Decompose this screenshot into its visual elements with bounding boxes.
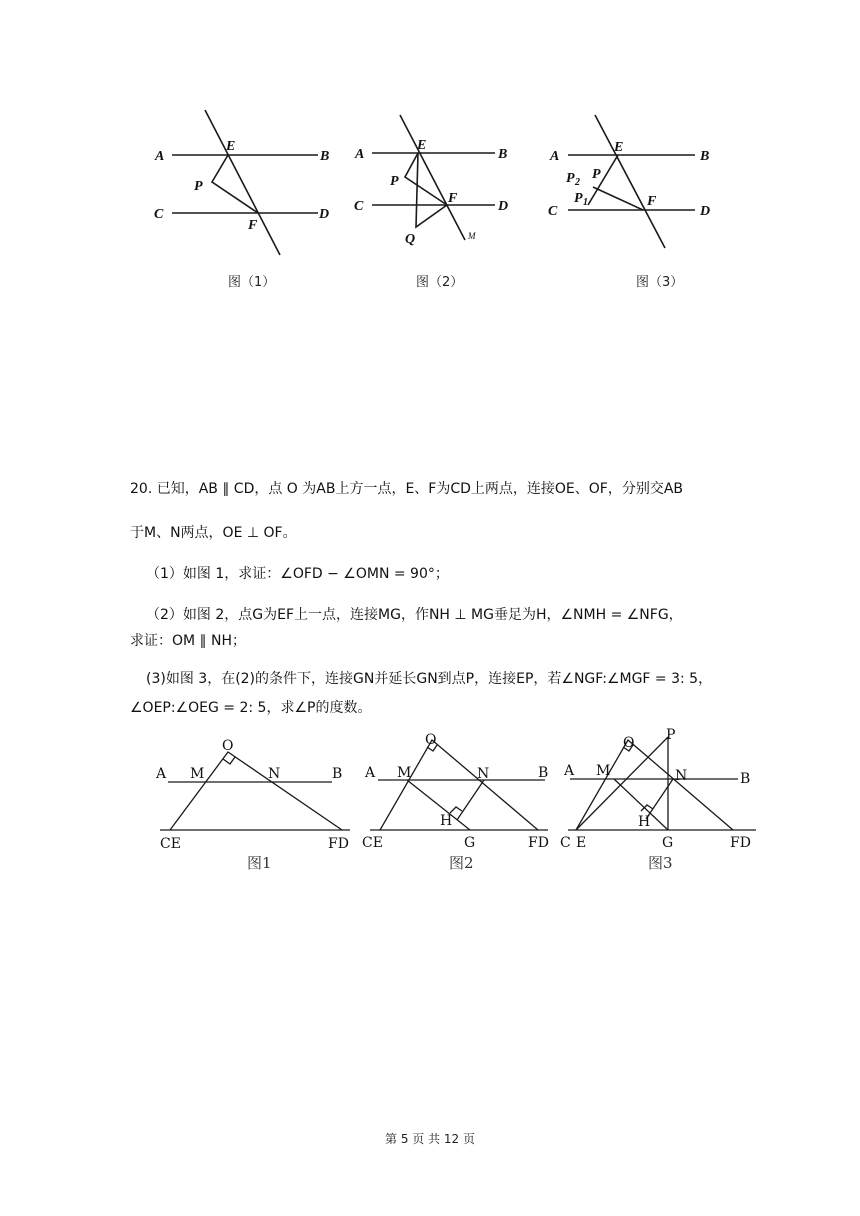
- label-B: B: [740, 771, 751, 787]
- label-D: D: [700, 204, 711, 219]
- label-B: B: [320, 149, 330, 164]
- figure-2-diagram: [350, 105, 530, 265]
- label-M: M: [190, 766, 205, 782]
- label-P1: P: [574, 191, 583, 206]
- label-H: H: [638, 814, 651, 830]
- label-N: N: [268, 766, 281, 782]
- figure-2-caption: 图（2）: [416, 275, 464, 290]
- label-M: M: [468, 231, 476, 241]
- label-M: M: [596, 763, 611, 779]
- figure-3-diagram: [545, 105, 725, 265]
- figure-b1-diagram: [150, 730, 365, 855]
- label-A: A: [564, 763, 575, 779]
- figure-b2-diagram: [360, 730, 560, 855]
- label-P2-sub: 2: [575, 177, 580, 188]
- label-G: G: [662, 835, 674, 851]
- label-Q: Q: [405, 232, 416, 247]
- figure-b3-diagram: [558, 725, 768, 855]
- label-A: A: [365, 765, 376, 781]
- problem-part-2: （2）如图 2，点G为EF上一点，连接MG，作NH ⊥ MG垂足为H，∠NMH = ∠NFG，: [146, 607, 683, 623]
- label-O: O: [425, 732, 437, 748]
- label-A: A: [155, 149, 165, 164]
- figure-1-caption: 图（1）: [228, 275, 276, 290]
- label-E: E: [417, 138, 427, 153]
- label-P: P: [666, 727, 676, 743]
- label-F: F: [647, 194, 657, 209]
- label-E: E: [614, 140, 624, 155]
- figure-1-diagram: [150, 105, 350, 265]
- label-FD: FD: [528, 835, 549, 851]
- problem-part-2-cont: 求证：OM ∥ NH；: [130, 633, 246, 649]
- label-P: P: [390, 174, 399, 189]
- figure-b1-caption: 图1: [247, 854, 272, 872]
- label-C: C: [548, 204, 558, 219]
- label-E: E: [576, 835, 587, 851]
- label-FD: FD: [328, 836, 349, 852]
- label-F: F: [448, 191, 458, 206]
- label-F: F: [248, 218, 258, 233]
- label-N: N: [675, 768, 688, 784]
- problem-part-3: (3)如图 3，在(2)的条件下，连接GN并延长GN到点P，连接EP，若∠NGF:∠MGF = 3: 5，: [146, 671, 713, 687]
- label-CE: CE: [362, 835, 383, 851]
- label-P1-sub: 1: [583, 197, 588, 208]
- label-N: N: [477, 766, 490, 782]
- label-C: C: [560, 835, 571, 851]
- problem-part-3-cont: ∠OEP:∠OEG = 2: 5，求∠P的度数。: [130, 700, 372, 716]
- label-O: O: [623, 735, 635, 751]
- label-P: P: [194, 179, 203, 194]
- label-A: A: [156, 766, 167, 782]
- label-A: A: [355, 147, 365, 162]
- label-B: B: [538, 765, 549, 781]
- label-CE: CE: [160, 836, 181, 852]
- label-B: B: [498, 147, 508, 162]
- page-footer: 第 5 页 共 12 页: [385, 1132, 475, 1146]
- figure-b3-caption: 图3: [648, 854, 673, 872]
- problem-line-1: 20. 已知，AB ∥ CD，点 O 为AB上方一点，E、F为CD上两点，连接OE、OF，分别交AB: [130, 481, 684, 497]
- figure-b2-caption: 图2: [449, 854, 474, 872]
- label-M: M: [397, 765, 412, 781]
- label-G: G: [464, 835, 476, 851]
- label-P: P: [592, 167, 601, 182]
- problem-line-2: 于M、N两点，OE ⊥ OF。: [130, 525, 297, 541]
- label-H: H: [440, 813, 453, 829]
- label-B: B: [700, 149, 710, 164]
- label-C: C: [154, 207, 164, 222]
- label-A: A: [550, 149, 560, 164]
- label-FD: FD: [730, 835, 751, 851]
- label-D: D: [498, 199, 509, 214]
- figure-3-caption: 图（3）: [636, 275, 684, 290]
- label-P2: P: [566, 171, 575, 186]
- problem-part-1: （1）如图 1，求证：∠OFD − ∠OMN = 90°；: [146, 566, 449, 582]
- label-E: E: [226, 139, 236, 154]
- label-O: O: [222, 738, 234, 754]
- label-C: C: [354, 199, 364, 214]
- label-D: D: [319, 207, 330, 222]
- label-B: B: [332, 766, 343, 782]
